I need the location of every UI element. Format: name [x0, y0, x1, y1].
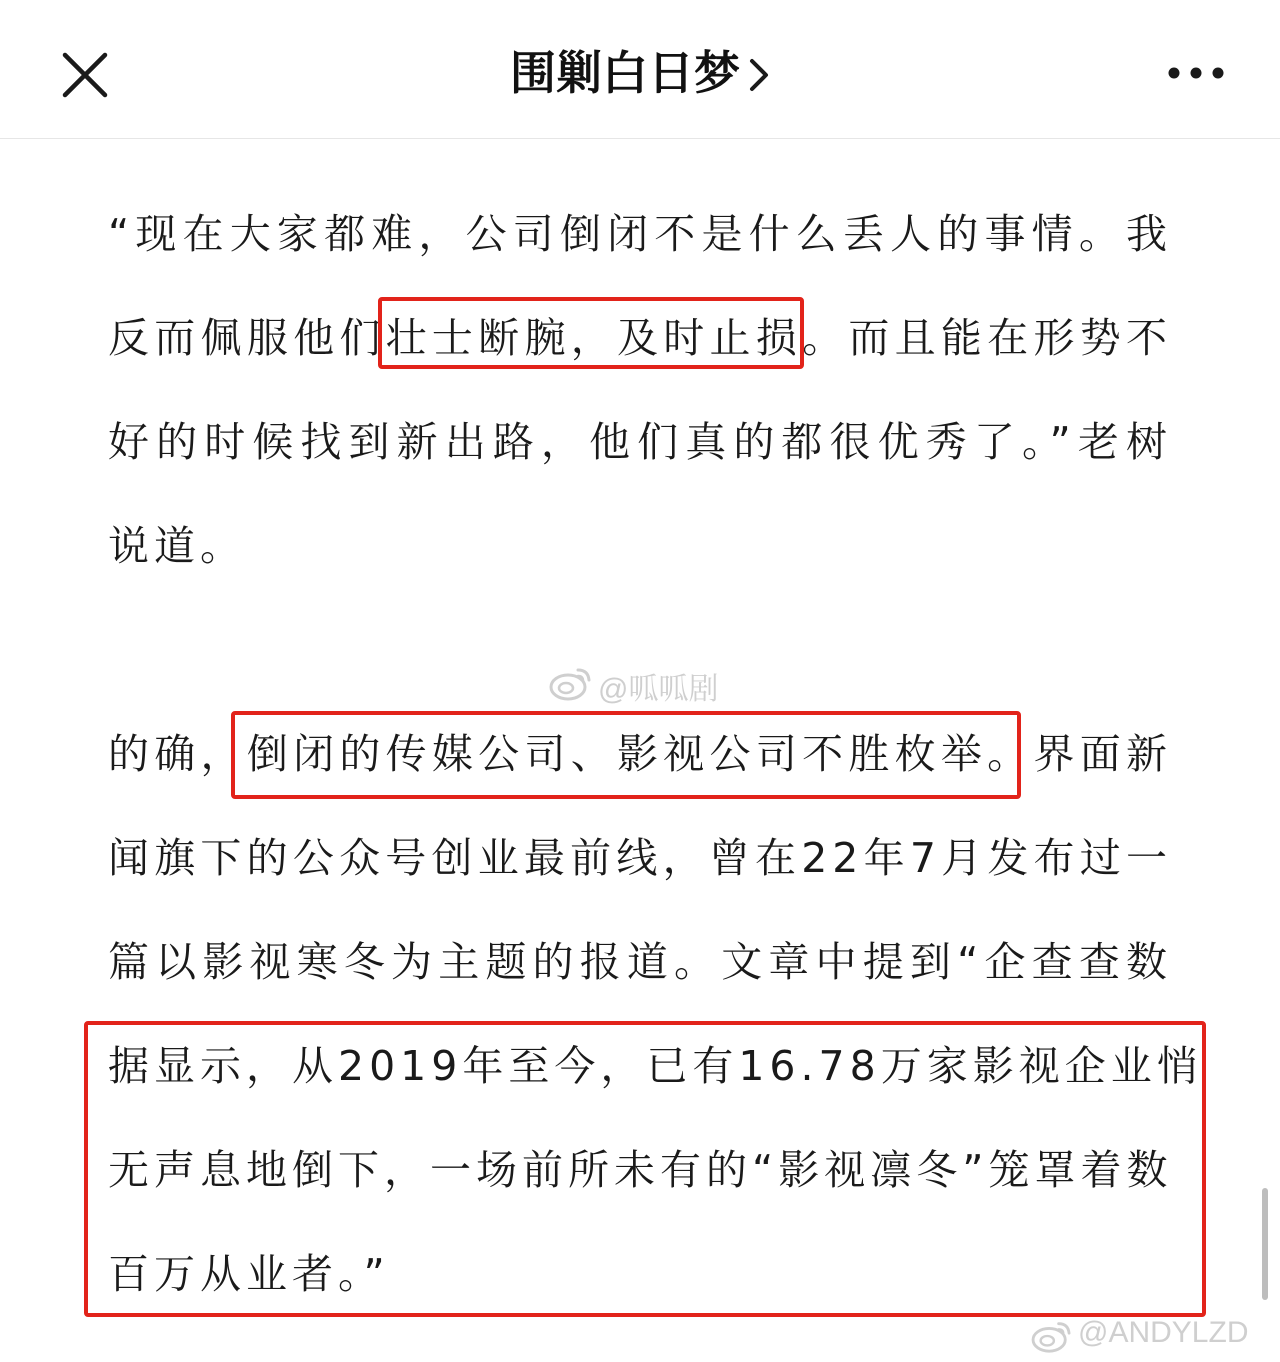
weibo-icon [548, 664, 594, 702]
paragraph-line: 好的时候找到新出路，他们真的都很优秀了。”老树 [108, 418, 1172, 466]
highlight-box [84, 1021, 1206, 1317]
paragraph-line: 篇以影视寒冬为主题的报道。文章中提到“企查查数 [108, 938, 1172, 986]
weibo-icon [1030, 1318, 1074, 1354]
paragraph-line: 百万从业者。” [108, 1250, 390, 1298]
paragraph-line: 反而佩服他们壮士断腕，及时止损。而且能在形势不 [108, 314, 1172, 362]
paragraph-line: 无声息地倒下，一场前所未有的“影视凛冬”笼罩着数 [108, 1146, 1173, 1194]
highlight-box [231, 711, 1021, 799]
paragraph-line: “现在大家都难，公司倒闭不是什么丢人的事情。我 [108, 210, 1172, 258]
paragraph-line: 据显示，从2019年至今，已有16.78万家影视企业悄 [108, 1042, 1203, 1090]
more-icon [1166, 58, 1226, 88]
paragraph-line: 的确，倒闭的传媒公司、影视公司不胜枚举。界面新 [108, 730, 1172, 778]
watermark-text: @ANDYLZD [1078, 1316, 1249, 1349]
top-nav-bar [0, 0, 1280, 139]
article-paragraph-1 [108, 182, 1172, 598]
more-button[interactable] [1166, 58, 1226, 88]
paragraph-line: 说道。 [108, 522, 246, 570]
highlight-box [378, 297, 804, 369]
watermark-text: @呱呱剧 [598, 673, 719, 706]
paragraph-line: 闻旗下的公众号创业最前线，曾在22年7月发布过一 [108, 834, 1172, 882]
account-title-link[interactable] [0, 38, 1280, 112]
page-title: 围剿白日梦 [510, 46, 740, 100]
chevron-right-icon [748, 42, 770, 112]
scrollbar[interactable] [1262, 1188, 1268, 1300]
